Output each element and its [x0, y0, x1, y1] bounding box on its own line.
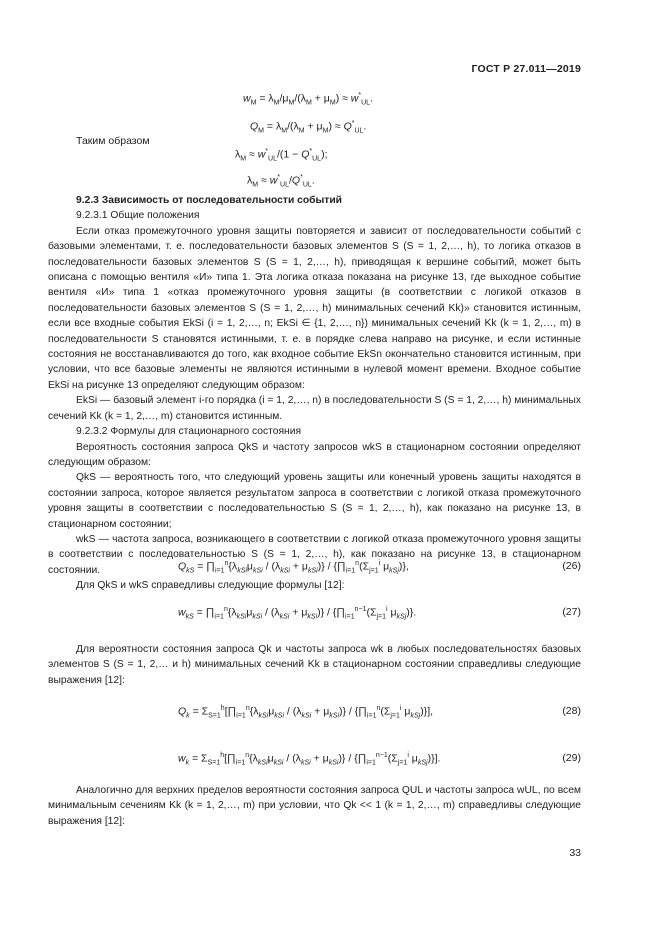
paragraph-6: Для QkS и wkS справедливы следующие формулы [12]:: [76, 580, 345, 592]
formula-28: $Q_k$ = $\Sigma_{S=1}^h[\prod_{i=1}^n\{\lambda_{kSi}\mu_{kSi} / (\lambda_{kSi} + \mu_{kSi})\}$ / {$\prod_{i=1}^n(\Sigma_{j=1}^i$ $\mu_{kSj}$)}],: [178, 705, 434, 720]
subsection-1-heading: 9.2.3.1 Общие положения: [76, 210, 200, 222]
formula-29-number: (29): [562, 752, 581, 764]
paragraph-3: Вероятность состояния запроса QkS и частоту запросов wkS в стационарном состоянии определяют следующим образом:: [48, 441, 581, 468]
formula-29: $w_k$ = $\Sigma_{S=1}^h[\prod_{i=1}^n\{\lambda_{kSi}\mu_{kSi} / (\lambda_{kSi} + \mu_{kSi})\}$ / {$\prod_{i=1}^{n-1}(\Sigma_{j=1}^i$ $\mu_{kSj}$)}].: [178, 752, 441, 767]
equation-qm: $Q_M = \lambda_M/(\lambda_M + \mu_M) \approx Q^*_{UL}$.: [250, 120, 367, 135]
section-block-3: [48, 783, 581, 829]
document-code: ГОСТ Р 27.011—2019: [471, 63, 581, 75]
section-block-1: [48, 193, 581, 594]
equation-wm: $w_M = \lambda_M/\mu_M/(\lambda_M + \mu_M) \approx w^*_{UL}$.: [243, 92, 373, 107]
paragraph-8: Аналогично для верхних пределов вероятности состояния запроса QUL и частоты запроса wUL, по всем минимальным сечениям Kk (k = 1, 2,…, m) при условии, что Qk << 1 (k = 1, 2,…, m) справедливы следующие выражения [12]:: [48, 785, 581, 827]
paragraph-4: QkS — вероятность того, что следующий уровень защиты или конечный уровень защиты находятся в состоянии запроса, которое является результатом запроса в соответствии с логикой отказа промежуточного уровня защиты в соответствии с последовательностью S (S = 1, 2,…, h), как показано на рисунке 13, в стационарном состоянии;: [48, 472, 581, 530]
equation-lambda-1: $\lambda_M \approx w^*_{UL}/(1 - Q^*_{UL})$;: [235, 148, 328, 163]
label-takim-obrazom: Таким образом: [76, 135, 150, 147]
eq1-source: [0, 0, 1, 1]
section-heading: 9.2.3 Зависимость от последовательности событий: [76, 195, 343, 206]
formula-27-number: (27): [562, 606, 581, 618]
subsection-2-heading: 9.2.3.2 Формулы для стационарного состояния: [76, 426, 302, 438]
paragraph-2: EkSi — базовый элемент i-го порядка (i = 1, 2,…, n) в последовательности S (S = 1, 2,…, h) минимальных сечений Kk (k = 1, 2,…, m) становится истинным.: [48, 395, 581, 422]
paragraph-5: wkS — частота запроса, возникающего в соответствии с логикой отказа промежуточного уровня защиты в соответствии с последовательностью S (S = 1, 2,…, h), как показано на рисунке 13, в стационарном состоянии.: [48, 533, 581, 576]
formula-source-text: [0, 0, 1, 1]
paragraph-1: Если отказ промежуточного уровня защиты повторяется и зависит от последовательности событий с базовыми элементами, т. е. последовательности базовых элементов S (S = 1, 2,…, h), то логика отказов в последовательности базовых элементов S (S = 1, 2,…, h), приводящая к вершине событий, может быть описана с помощью вентиля «И» типа 1. Эта логика отказа показана на рисунке 13, где выходное событие вентиля «И» типа 1 «отказ промежуточного уровня защиты (в соответствии с логикой отказов в последовательности базовых элементов S (S = 1, 2,…, h) минимальных сечений Kk)» становится истинным, если все входные события EkSi (i = 1, 2,…, n; EkSi ∈ {1, 2,…, n}) минимальных сечений Kk (k = 1, 2,…, m) в последовательности S становятся истинными, т. е. в порядке слева направо на рисунке, и если истинные состояния не восстанавливаются до того, как входное событие EkSn окончательно становится истинным, при условии, что все базовые элементы не являются истинными в нулевой момент времени. Входное событие EkSi на рисунке 13 определяют следующим образом:: [48, 225, 581, 391]
formula-28-number: (28): [562, 705, 581, 717]
paragraph-7: Для вероятности состояния запроса Qk и частоты запроса wk в любых последовательностях базовых элементов S (S = 1, 2,… и h) минимальных сечений Kk в стационарном состоянии справедливы следующие выражения [12]:: [48, 644, 581, 686]
formula-26-number: (26): [562, 560, 581, 572]
equation-lambda-2: $\lambda_M \approx w^*_{UL}/Q^*_{UL}$.: [247, 174, 315, 189]
page-number: 33: [569, 847, 581, 859]
formula-27: $w_{kS}$ = $\prod_{i=1}^n\{\lambda_{kSi}\mu_{kSi} / (\lambda_{kSi} + \mu_{kSi})\}$ / {$\prod_{i=1}^{n-1}(\Sigma_{j=1}^i$ $\mu_{kSj}$)}.: [178, 606, 417, 621]
section-block-2: [48, 642, 581, 688]
formula-26: $Q_{kS}$ = $\prod_{i=1}^n\{\lambda_{kSi}\mu_{kSi} / (\lambda_{kSi} + \mu_{kSi})\}$ / {$\prod_{i=1}^n(\Sigma_{j=1}^i$ $\mu_{kSj}$)},: [178, 560, 409, 575]
